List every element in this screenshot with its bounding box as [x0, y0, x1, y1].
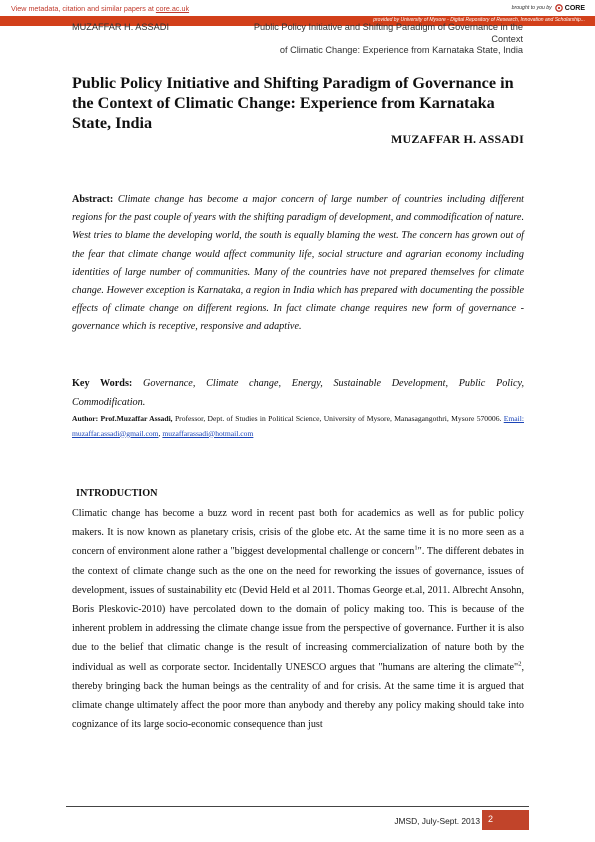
page-number-box	[482, 810, 529, 830]
intro-part-1: Climatic change has become a buzz word in recent past both for academics as well as for public policy makers. It is now known as planetary crisis, crisis of the globe etc. At the same time it is no more seen as a concern of environment alone rather a "biggest developmental challenge or concern	[72, 508, 524, 558]
running-header-title	[223, 22, 523, 57]
brought-text: brought to you by	[511, 5, 552, 11]
introduction-body	[72, 504, 524, 734]
running-header-title-line2: of Climatic Change: Experience from Karnataka State, India	[279, 45, 523, 55]
footer-rule	[66, 806, 529, 807]
author-affiliation	[72, 412, 524, 441]
section-heading-introduction: INTRODUCTION	[76, 488, 158, 499]
running-header-author: MUZAFFAR H. ASSADI	[72, 22, 169, 32]
abstract-label: Abstract:	[72, 194, 114, 205]
core-logo-text: CORE	[564, 4, 585, 12]
running-header-title-line1: Public Policy Initiative and Shifting Paradigm of Governance in the Context	[253, 22, 523, 44]
paper-title: Public Policy Initiative and Shifting Paradigm of Governance in the Context of Climatic Change: Experience from Karnataka State, India	[72, 74, 514, 132]
footnote-ref-1[interactable]: 1	[414, 545, 418, 553]
page-number: 2	[488, 814, 494, 824]
core-logo[interactable]	[555, 4, 585, 12]
email-separator: ,	[158, 428, 161, 438]
abstract	[72, 191, 524, 337]
core-logo-icon	[555, 4, 563, 12]
intro-part-2: ". The different debates in the context of climate change such as the one on the need for reworking the issues of governance, issues of development, issues of sustainability etc (Devid Held et al 2011. Thomas George et.al, 2011. Albrecht Ansohn, Boris Pleskovic-2010) have percolated down to the domain of policy making too. This is because of the inherent problem in addressing the climate change issue from the perspective of governance. Further it is also due to the belief that climatic change is the result of increasing commercialization of nature both by the individual as well as corporate sector. Incidentally UNESCO argues that "humans are altering the climate"	[72, 546, 524, 673]
intro-part-3: , thereby bringing back the human beings as the centrality of and for crisis. At the same time it is argued that climate change ultimately affect the poor more than anybody and thereby any policy making should take into cognizance of its large socio-economic consequence than just	[72, 661, 524, 731]
affiliation-text: Professor, Dept. of Studies in Political Science, University of Mysore, Manasagangothri, Mysore 570006.	[174, 414, 502, 423]
keywords-label: Key Words:	[72, 378, 133, 389]
brought-to-you	[512, 4, 585, 12]
footer-journal: JMSD, July-Sept. 2013	[394, 816, 480, 826]
keywords	[72, 374, 524, 413]
footnote-ref-2[interactable]: 2	[518, 660, 522, 668]
affiliation-label: Author: Prof.Muzaffar Assadi,	[72, 414, 173, 423]
provided-by-text: provided by University of Mysore - Digital Repository of Research, Innovation and Scholarship...	[373, 17, 585, 23]
abstract-text: Climate change has become a major concern of large number of countries including different regions for the past couple of years with the shifting paradigm of development, and commodification of nature. West tries to blame the developing world, the south is equally blaming the west. The concern has grown out of the fear that climate change would affect community life, social structure and agrarian economy including identities of large number of communities. Many of the countries have not prepared themselves for climate change. However exception is Karnataka, a region in India which has prepared with documenting the possible effects of climate change on different regions. In fact climate change requires new form of governance - governance which is receptive, responsive and adaptive.	[72, 194, 524, 333]
keywords-text: Governance, Climate change, Energy, Sustainable Development, Public Policy, Commodification.	[72, 378, 524, 409]
email-link-1[interactable]: Email: muzaffar.assadi@gmail.com	[72, 414, 524, 438]
email-link-2[interactable]: muzaffarassadi@hotmail.com	[162, 428, 254, 438]
core-ac-uk-link[interactable]: core.ac.uk	[155, 4, 190, 13]
metadata-prefix: View metadata, citation and similar papers at	[11, 4, 156, 13]
metadata-link[interactable]	[11, 4, 189, 13]
paper-author: MUZAFFAR H. ASSADI	[390, 132, 524, 146]
